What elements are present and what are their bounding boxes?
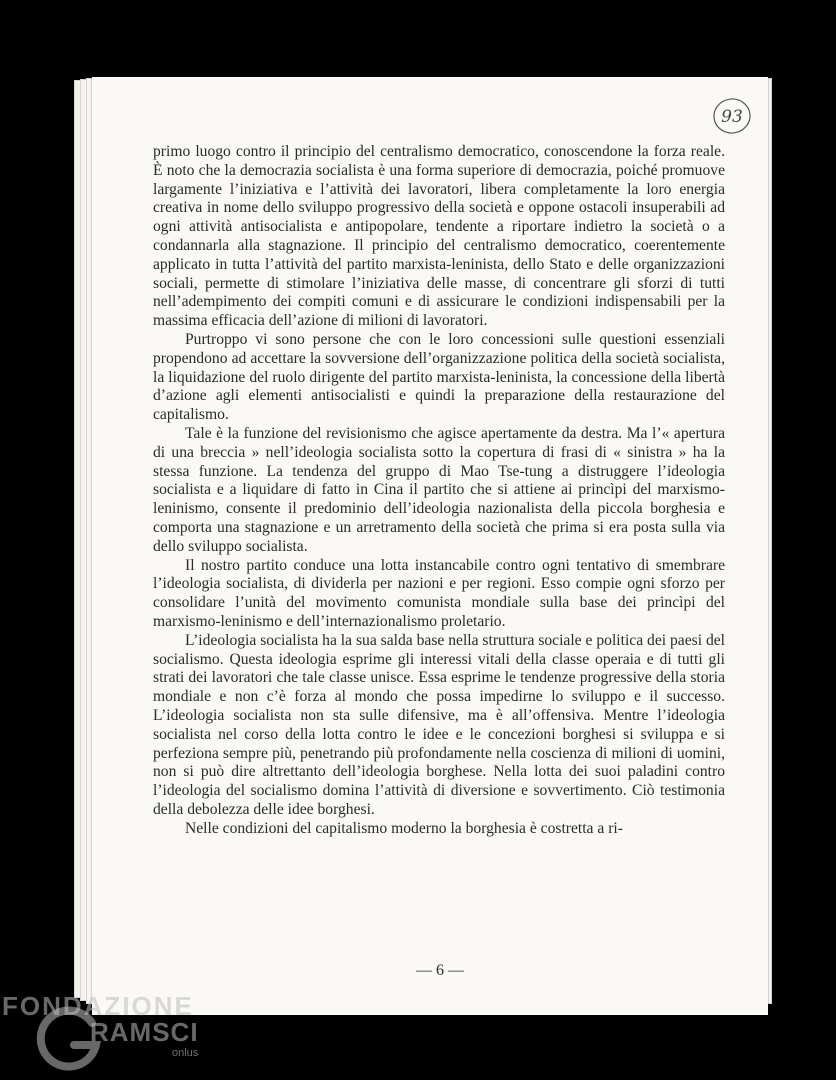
body-text	[153, 143, 725, 838]
paragraph-5: L’ideologia socialista ha la sua salda base nella struttura sociale e politica dei paesi del socialismo. Questa ideologia esprime gli interessi vitali della classe operaia e di tutti gli strati dei lavoratori che tale classe unisce. Essa esprime le tendenze progressive della storia mondiale e non c’è forza al mondo che possa impedirne lo sviluppo e il successo. L’ideologia socialista non sta sulle difensive, ma è all’offensiva. Mentre l’ideologia socialista nel corso della lotta contro le idee e le concezioni borghesi si sviluppa e si perfeziona sempre più, penetrando più profondamente nella coscienza di milioni di uomini, non si può dire altrettanto dell’ideologia borghese. Nella lotta dei suoi paladini contro l’ideologia del socialismo domina l’attività di diversione e sovvertimento. Ciò testimonia della debolezza delle idee borghesi.	[153, 631, 725, 818]
handwritten-number-text: 93	[721, 107, 743, 127]
paragraph-1: primo luogo contro il principio del centralismo democratico, conoscendone la forza reale. È noto che la democrazia socialista è una forma superiore di democrazia, poiché promuove largamente l’iniziativa e l’attività dei lavoratori, libera completamente la loro energia creativa in nome dello sviluppo progressivo della società e oppone ostacoli insuperabili ad ogni attività antisocialista e antipopolare, tendente a riportare indietro la società o a condannarla alla stagnazione. Il principio del centralismo democratico, coerentemente applicato in tutta l’attività del partito marxista-leninista, dello Stato e delle organizzazioni sociali, permette di stimolare l’iniziativa delle masse, di concentrare gli sforzi di tutti nell’adempimento dei compiti comuni e di assicurare le condizioni indispensabili per la massima efficacia dell’azione di milioni di lavoratori.	[153, 143, 725, 330]
paragraph-3: Tale è la funzione del revisionismo che agisce apertamente da destra. Ma l’« apertura di una breccia » nell’ideologia socialista sotto la copertura di frasi di « sinistra » ha la stessa funzione. La tendenza del gruppo di Mao Tse-tung a distruggere l’ideologia socialista e a liquidare di fatto in Cina il partito che si attiene ai princìpi del marxismo-leninismo, consente il predominio dell’ideologia nazionalista della piccola borghesia e comporta una stagnazione e un arretramento della società che prima si era posta sulla via dello sviluppo socialista.	[153, 424, 725, 555]
fondazione-gramsci-watermark	[2, 985, 222, 1075]
watermark-line2: RAMSCI	[90, 1017, 199, 1047]
watermark-line1: FONDAZIONE	[2, 991, 194, 1021]
paragraph-4: Il nostro partito conduce una lotta instancabile contro ogni tentativo di smembrare l’ideologia socialista, di dividerla per nazioni e per regioni. Esso compie ogni sforzo per consolidare l’unità del movimento comunista mondiale sulla base dei princìpi del marxismo-leninismo e dell’internazionalismo proletario.	[153, 556, 725, 630]
paragraph-6: Nelle condizioni del capitalismo moderno la borghesia è costretta a ri-	[185, 819, 623, 837]
paragraph-2: Purtroppo vi sono persone che con le loro concessioni sulle questioni essenziali propendono ad accettare la sovversione dell’organizzazione politica della società socialista, la liquidazione del ruolo dirigente del partito marxista-leninista, la concessione della libertà d’azione agli elementi antisocialisti e quindi la preparazione della restaurazione del capitalismo.	[153, 330, 725, 424]
handwritten-page-number	[712, 96, 752, 136]
page-footer-number: — 6 —	[416, 962, 464, 979]
watermark-sub: onlus	[172, 1047, 199, 1059]
